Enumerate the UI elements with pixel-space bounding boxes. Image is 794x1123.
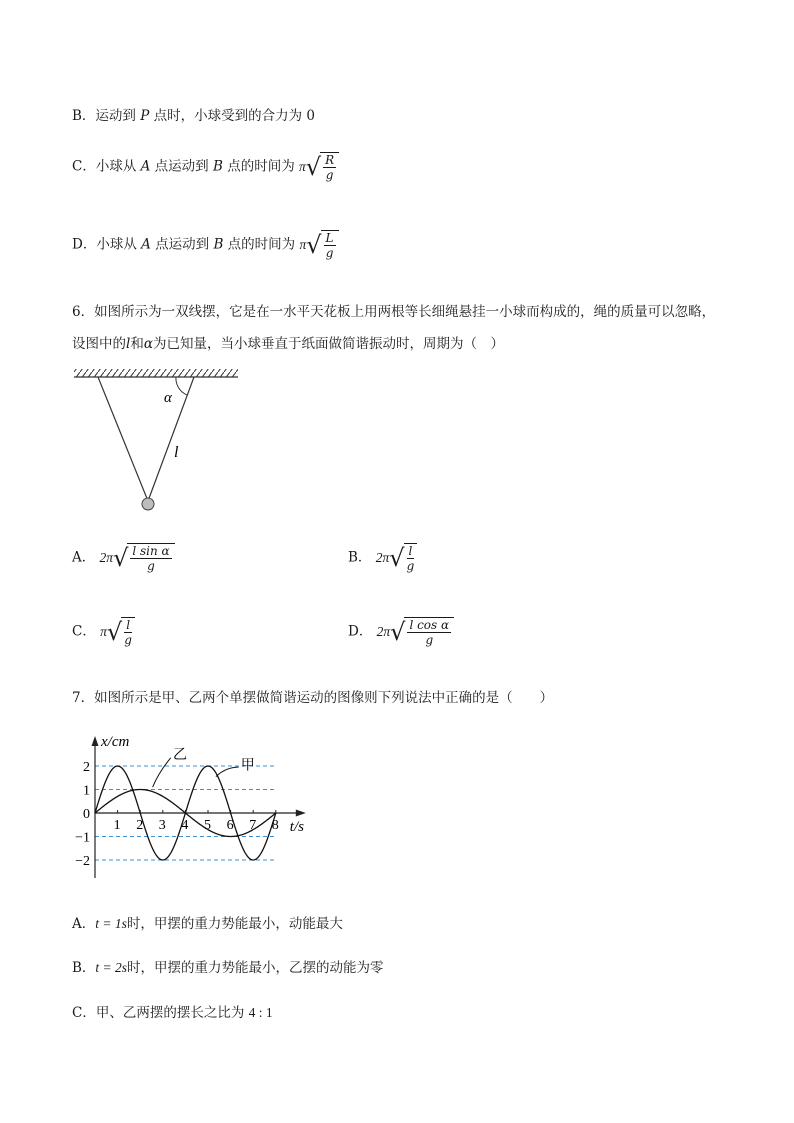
q5-option-b: B．运动到 P 点时，小球受到的合力为 0 xyxy=(72,108,315,124)
y-axis-label: x/cm xyxy=(101,734,130,750)
series-label-yi: 乙 xyxy=(172,747,187,763)
q6-option-c: C． π √ $\frac{l}{g}$ xyxy=(72,617,135,647)
x-tick-label: 6 xyxy=(226,818,234,833)
x-axis-arrow xyxy=(296,810,306,817)
string-left xyxy=(98,377,148,501)
formula-pi-sqrt-l-over-g: π √ $\frac{L}{g}$ xyxy=(299,230,338,260)
q6-option-d: D． 2π √ $\frac{\text{l cos α}}{g}$ xyxy=(348,617,454,647)
q7-option-c: C．甲、乙两摆的摆长之比为 4 : 1 xyxy=(72,1005,273,1021)
ceiling-hatch xyxy=(74,369,238,377)
formula-pi-sqrt-r-over-g: π √ $\frac{R}{g}$ xyxy=(299,152,339,182)
q7-option-b: B．t = 2s时，甲摆的重力势能最小，乙摆的动能为零 xyxy=(72,960,384,976)
x-tick-label: 1 xyxy=(113,818,121,833)
x-tick-label: 7 xyxy=(249,818,257,833)
pendulum-ball xyxy=(142,498,154,510)
q5-option-d: D．小球从 A 点运动到 B 点的时间为 π √ $\frac{L}{g}$ xyxy=(72,230,339,260)
x-axis-label: t/s xyxy=(289,819,304,835)
q5-option-c: C．小球从 A 点运动到 B 点的时间为 π √ $\frac{R}{g}$ xyxy=(72,152,339,182)
q6-stem-line2: 设图中的l和α为已知量，当小球垂直于纸面做简谐振动时，周期为（ ） xyxy=(72,336,504,352)
series-label-jia: 甲 xyxy=(240,758,255,774)
leader-line-yi xyxy=(153,758,171,787)
y-tick-label: 1 xyxy=(83,783,90,799)
y-tick-label: −2 xyxy=(75,854,90,869)
x-tick-label: 5 xyxy=(204,818,211,833)
x-tick-label: 8 xyxy=(271,818,279,833)
x-tick-label: 2 xyxy=(136,818,144,833)
leader-line-jia xyxy=(216,767,239,776)
bifilar-pendulum-diagram xyxy=(68,364,243,514)
q6-option-b: B． 2π √ $\frac{l}{g}$ xyxy=(348,543,417,573)
y-tick-label: 0 xyxy=(83,807,90,822)
shm-displacement-chart xyxy=(68,728,328,888)
q6-option-a: A． 2π √ $\frac{\text{l sin α}}{g}$ xyxy=(72,543,175,573)
alpha-angle-arc xyxy=(176,377,187,395)
length-label: l xyxy=(174,444,179,461)
y-tick-label: −1 xyxy=(75,830,90,846)
alpha-label: α xyxy=(164,390,172,406)
q7-option-a: A．t = 1s时，甲摆的重力势能最小，动能最大 xyxy=(72,916,343,932)
x-tick-label: 3 xyxy=(158,818,166,833)
q7-stem: 7．如图所示是甲、乙两个单摆做简谐运动的图像则下列说法中正确的是（ ） xyxy=(72,690,554,706)
x-tick-label: 4 xyxy=(181,818,189,833)
y-tick-label: 2 xyxy=(83,760,90,775)
q6-stem-line1: 6．如图所示为一双线摆，它是在一水平天花板上用两根等长细绳悬挂一小球而构成的，绳的质量可以忽略， xyxy=(72,304,716,320)
y-axis-arrow xyxy=(92,736,99,746)
